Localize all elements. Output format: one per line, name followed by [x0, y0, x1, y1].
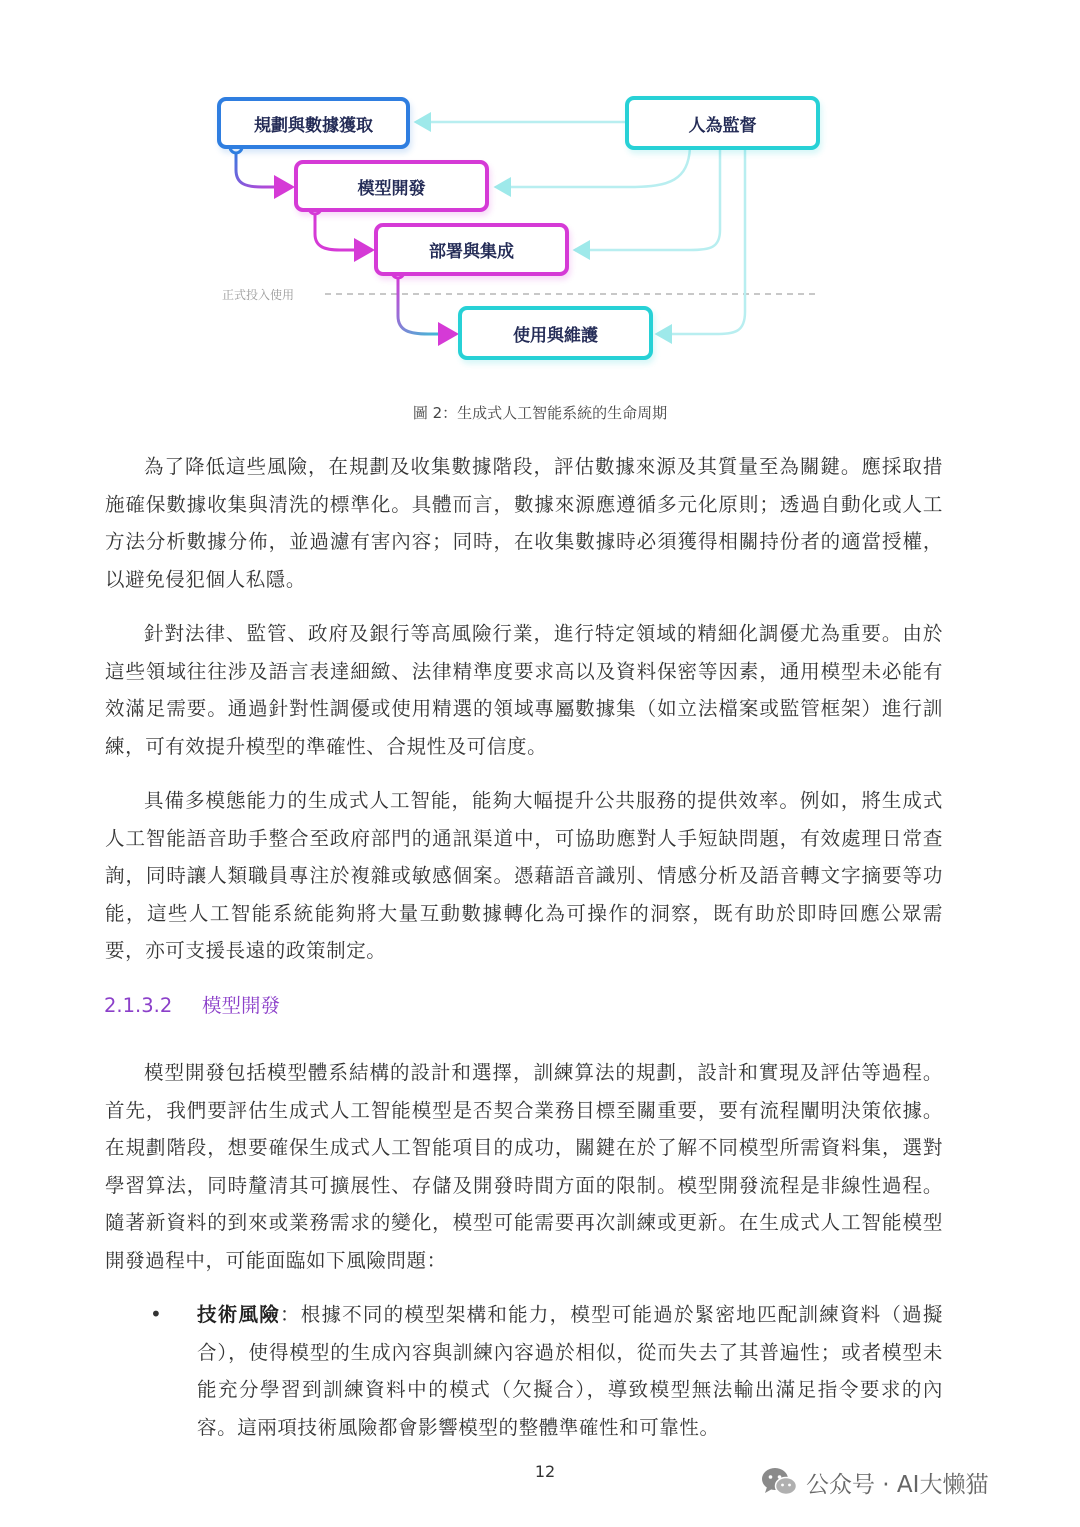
box-model-development [294, 160, 489, 212]
box-planning [217, 97, 410, 149]
box-human-label: 人為監督 [688, 115, 757, 136]
box-use-label: 使用與維護 [513, 325, 598, 346]
watermark-text: 公众号 · AI大懒猫 [806, 1471, 989, 1498]
arrow-model-to-deploy [315, 210, 372, 250]
bullet-term: 技術風險 [197, 1303, 280, 1326]
section-number: 2.1.3.2 [104, 994, 173, 1017]
section-title: 模型開發 [202, 994, 281, 1017]
page-number: 12 [534, 1462, 556, 1481]
section-heading [104, 990, 280, 1018]
paragraph-multimodal: 具備多模態能力的生成式人工智能，能夠大幅提升公共服務的提供效率。例如，將生成式人工智能語音助手整合至政府部門的通訊渠道中，可協助應對人手短缺問題，有效處理日常查詢，同時讓人類職員專注於複雜或敏感個案。憑藉語音識別、情感分析及語音轉文字摘要等功能，這些人工智能系統能夠將大量互動數據轉化為可操作的洞察，既有助於即時回應公眾需要，亦可支援長遠的政策制定。 [105, 789, 943, 962]
lifecycle-diagram [200, 80, 840, 370]
box-deployment [374, 223, 569, 276]
box-model-label: 模型開發 [357, 178, 426, 199]
paragraph-data-collection: 為了降低這些風險，在規劃及收集數據階段，評估數據來源及其質量至為關鍵。應採取措施確保數據收集與清洗的標準化。具體而言，數據來源應遵循多元化原則；透過自動化或人工方法分析數據分佈，並過濾有害內容；同時，在收集數據時必須獲得相關持份者的適當授權，以避免侵犯個人私隱。 [105, 455, 943, 591]
bullet-marker: • [150, 1302, 162, 1326]
arrow-human-to-model [496, 148, 690, 187]
arrow-deploy-to-use [398, 274, 456, 334]
box-deploy-label: 部署與集成 [429, 242, 514, 262]
arrow-use-to-human [657, 148, 745, 334]
box-use-maintenance [458, 306, 653, 360]
box-human-oversight [625, 96, 820, 150]
paragraph-domain-tuning: 針對法律、監管、政府及銀行等高風險行業，進行特定領域的精細化調優尤為重要。由於這些領域往往涉及語言表達細緻、法律精準度要求高以及資料保密等因素，通用模型未必能有效滿足需要。通過針對性調優或使用精選的領域專屬數據集（如立法檔案或監管框架）進行訓練，可有效提升模型的準確性、合規性及可信度。 [105, 622, 943, 758]
bullet-text [197, 1296, 943, 1446]
wechat-icon [760, 1466, 798, 1498]
watermark [760, 1462, 988, 1502]
box-planning-label: 規劃與數據獲取 [254, 115, 373, 136]
figure-caption: 圖 2：生成式人工智能系統的生命周期 [412, 404, 668, 422]
production-line-label: 正式投入使用 [222, 288, 295, 302]
arrow-human-to-deploy [575, 148, 720, 250]
arrow-planning-to-model [236, 148, 292, 187]
paragraph-model-development: 模型開發包括模型體系結構的設計和選擇，訓練算法的規劃，設計和實現及評估等過程。首先，我們要評估生成式人工智能模型是否契合業務目標至關重要，要有流程闡明決策依據。在規劃階段，想要確保生成式人工智能項目的成功，關鍵在於了解不同模型所需資料集，選對學習算法，同時釐清其可擴展性、存儲及開發時間方面的限制。模型開發流程是非線性過程。隨著新資料的到來或業務需求的變化，模型可能需要再次訓練或更新。在生成式人工智能模型開發過程中，可能面臨如下風險問題： [105, 1061, 943, 1272]
bullet-body: ：根據不同的模型架構和能力，模型可能過於緊密地匹配訓練資料（過擬合），使得模型的生成內容與訓練內容過於相似，從而失去了其普遍性；或者模型未能充分學習到訓練資料中的模式（欠擬合），導致模型無法輸出滿足指令要求的內容。這兩項技術風險都會影響模型的整體準確性和可靠性。 [197, 1303, 944, 1439]
